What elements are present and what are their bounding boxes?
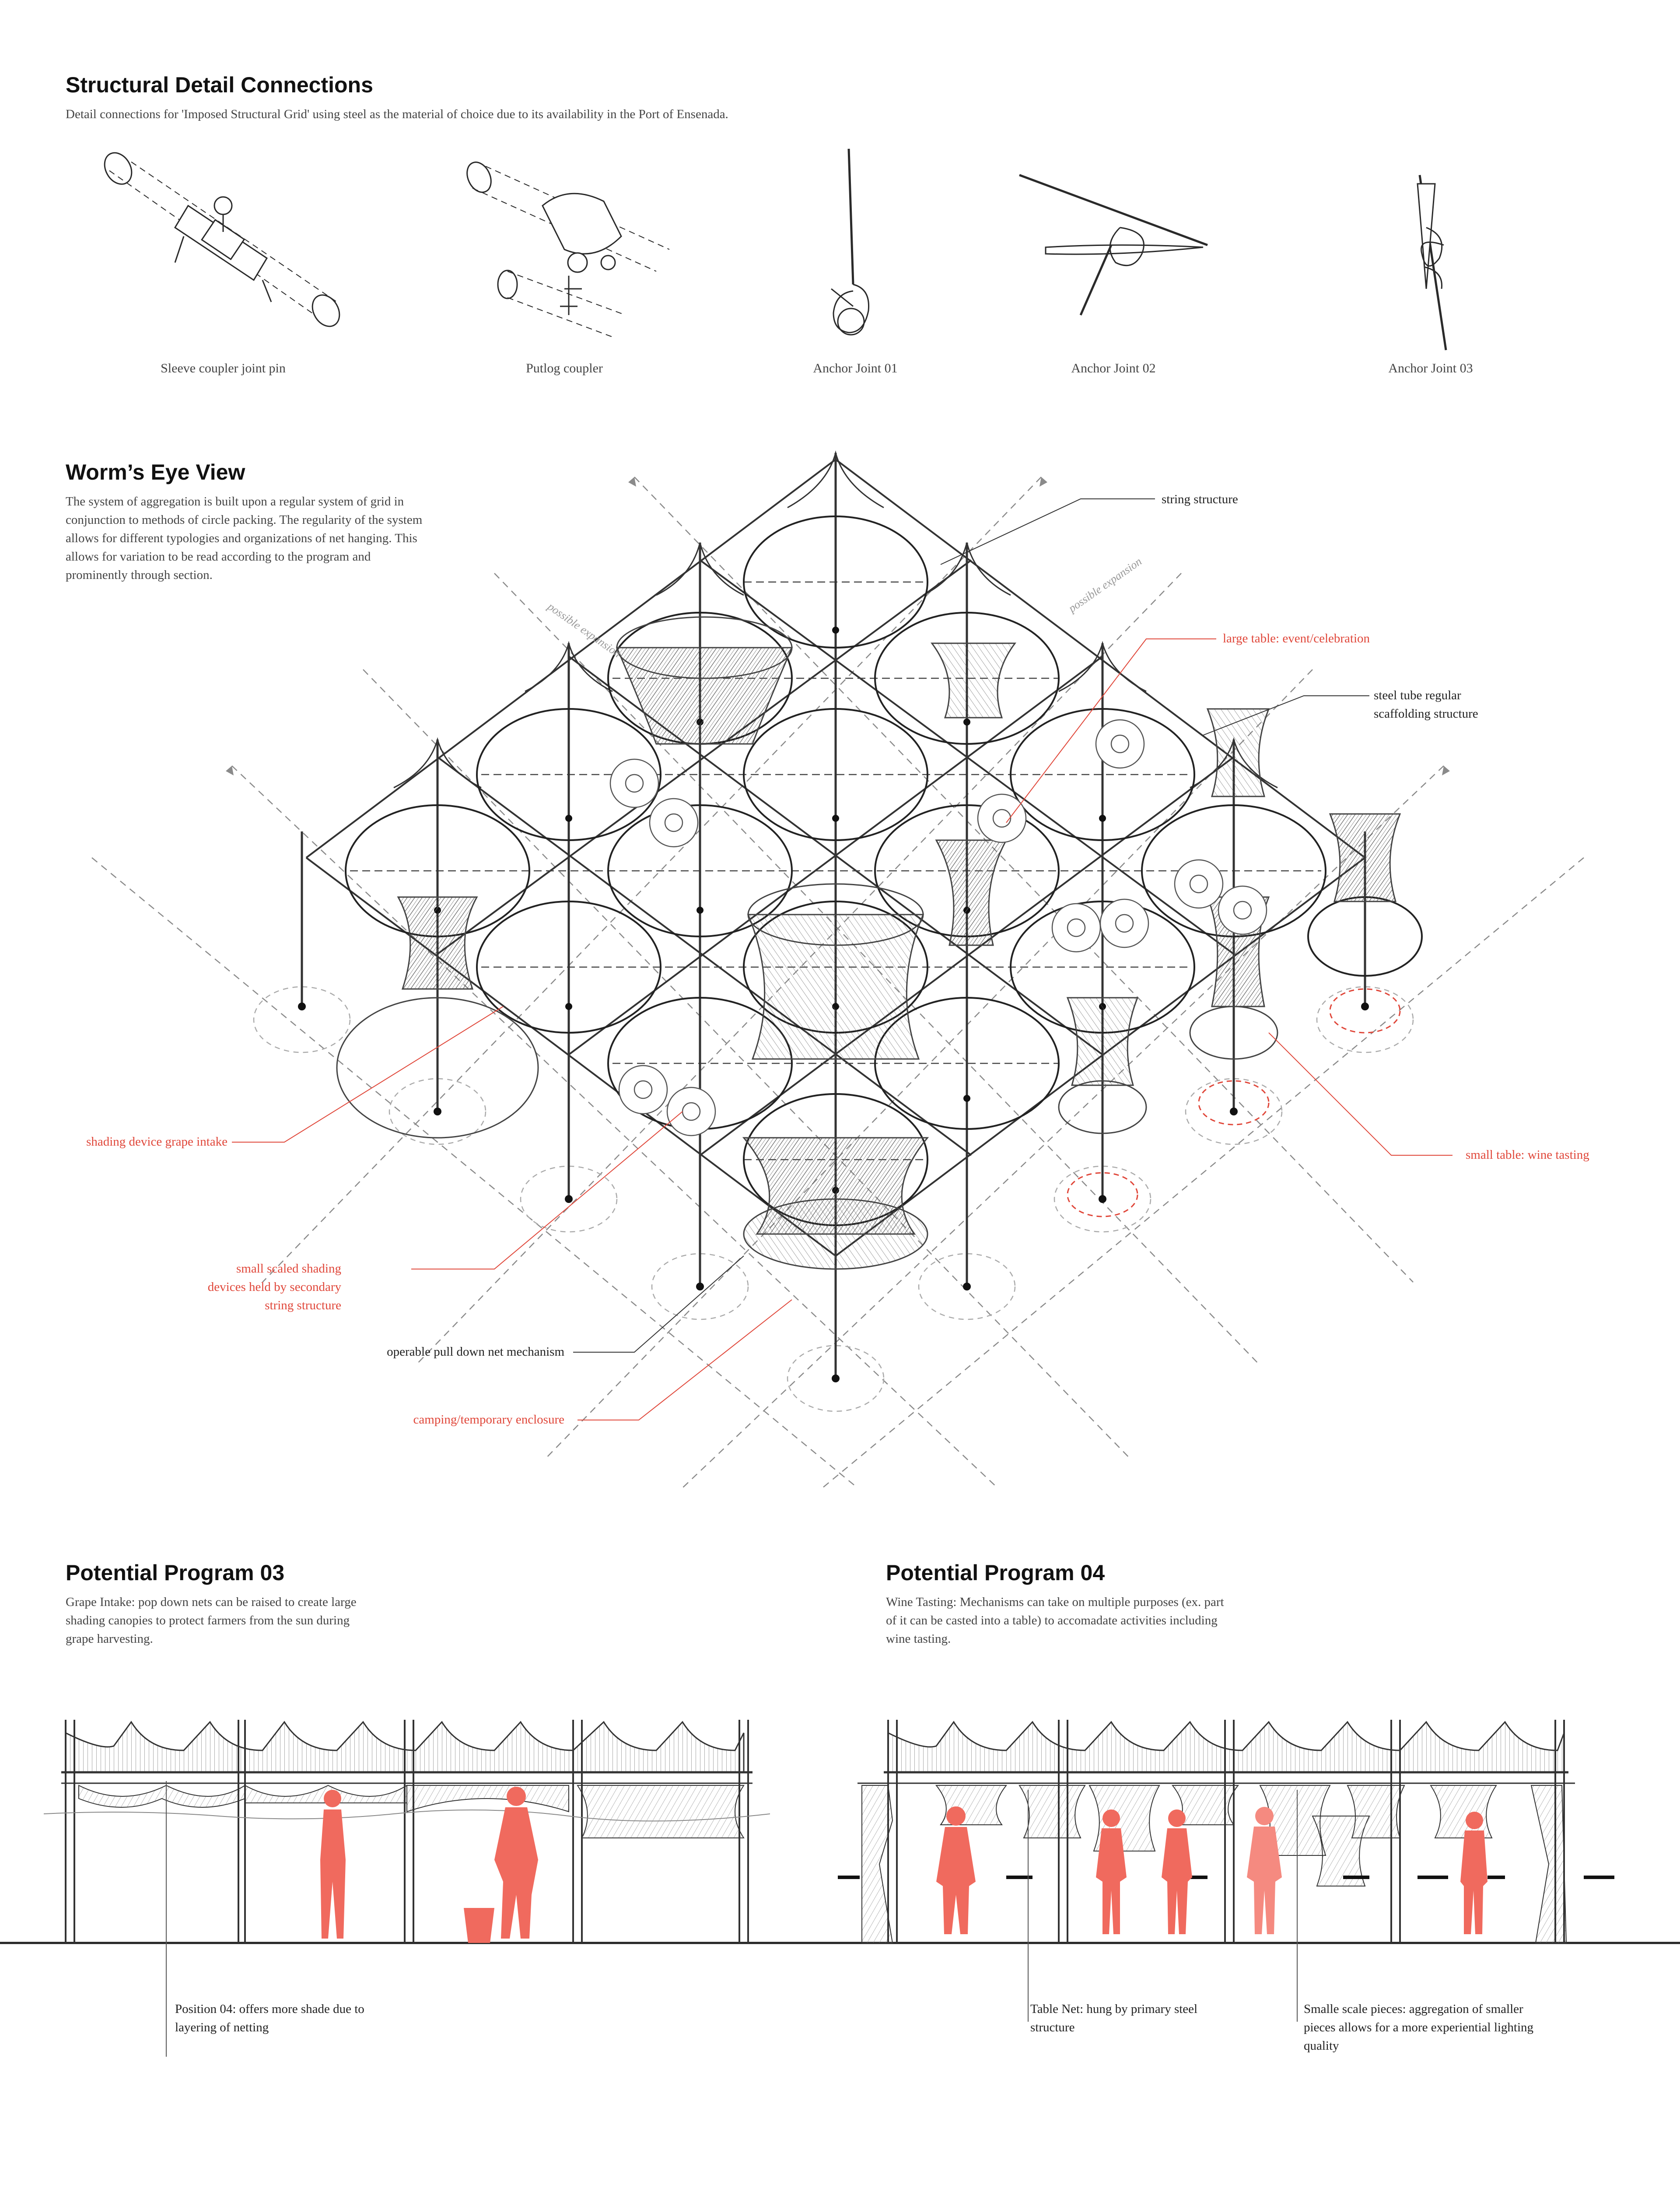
detail-label-putlog: Putlog coupler bbox=[526, 361, 603, 375]
program-03-note: Position 04: offers more shade due to layering of netting bbox=[175, 2002, 364, 2034]
worms-eye-description: The system of aggregation is built upon a regular system of grid in conjunction to methods of circle packing. The regularity of the system allows for different typologies and organizations of net hanging. This allows for variation to be read according to the program and prominently through section. bbox=[66, 494, 423, 582]
expansion-label-left: possible expansion bbox=[545, 600, 623, 660]
program-03-section bbox=[44, 1720, 770, 1943]
detail-label-sleeve: Sleeve coupler joint pin bbox=[161, 361, 286, 375]
connections-description: Detail connections for 'Imposed Structural Grid' using steel as the material of choice due to its availability in the Port of Ensenada. bbox=[66, 107, 728, 121]
expansion-label-right: possible expansion bbox=[1066, 555, 1144, 615]
annotation-small-scaled: small scaled shading devices held by secondary string structure bbox=[207, 1262, 341, 1312]
program-03-figures bbox=[320, 1787, 538, 1943]
program-04-description: Wine Tasting: Mechanisms can take on multiple purposes (ex. part of it can be casted into a table) to accomadate activities including wine tasting. bbox=[886, 1595, 1224, 1646]
worms-eye-title: Worm’s Eye View bbox=[66, 460, 245, 484]
annotation-camping: camping/temporary enclosure bbox=[413, 1413, 564, 1427]
program-03-title: Potential Program 03 bbox=[66, 1560, 285, 1585]
program-04-section bbox=[838, 1720, 1614, 1943]
annotation-small-table: small table: wine tasting bbox=[1466, 1148, 1589, 1162]
program-04-figures bbox=[936, 1806, 1488, 1934]
annotation-string-structure: string structure bbox=[1162, 492, 1238, 506]
program-04-title: Potential Program 04 bbox=[886, 1560, 1105, 1585]
annotation-pull-down: operable pull down net mechanism bbox=[387, 1345, 564, 1359]
connections-title: Structural Detail Connections bbox=[66, 73, 373, 97]
program-04-note-table: Table Net: hung by primary steel structure bbox=[1030, 2002, 1198, 2034]
annotation-steel-tube: steel tube regular scaffolding structure bbox=[1374, 688, 1478, 721]
program-04-note-small: Smalle scale pieces: aggregation of smaller pieces allows for a more experiential lighting quality bbox=[1304, 2002, 1534, 2053]
detail-label-anchor-02: Anchor Joint 02 bbox=[1071, 361, 1156, 375]
detail-label-anchor-01: Anchor Joint 01 bbox=[813, 361, 898, 375]
annotation-large-table: large table: event/celebration bbox=[1223, 631, 1370, 645]
annotation-shading-grape: shading device grape intake bbox=[86, 1135, 228, 1149]
program-03-description: Grape Intake: pop down nets can be raised to create large shading canopies to protect farmers from the sun during grape harvesting. bbox=[66, 1595, 357, 1646]
detail-label-anchor-03: Anchor Joint 03 bbox=[1388, 361, 1473, 375]
